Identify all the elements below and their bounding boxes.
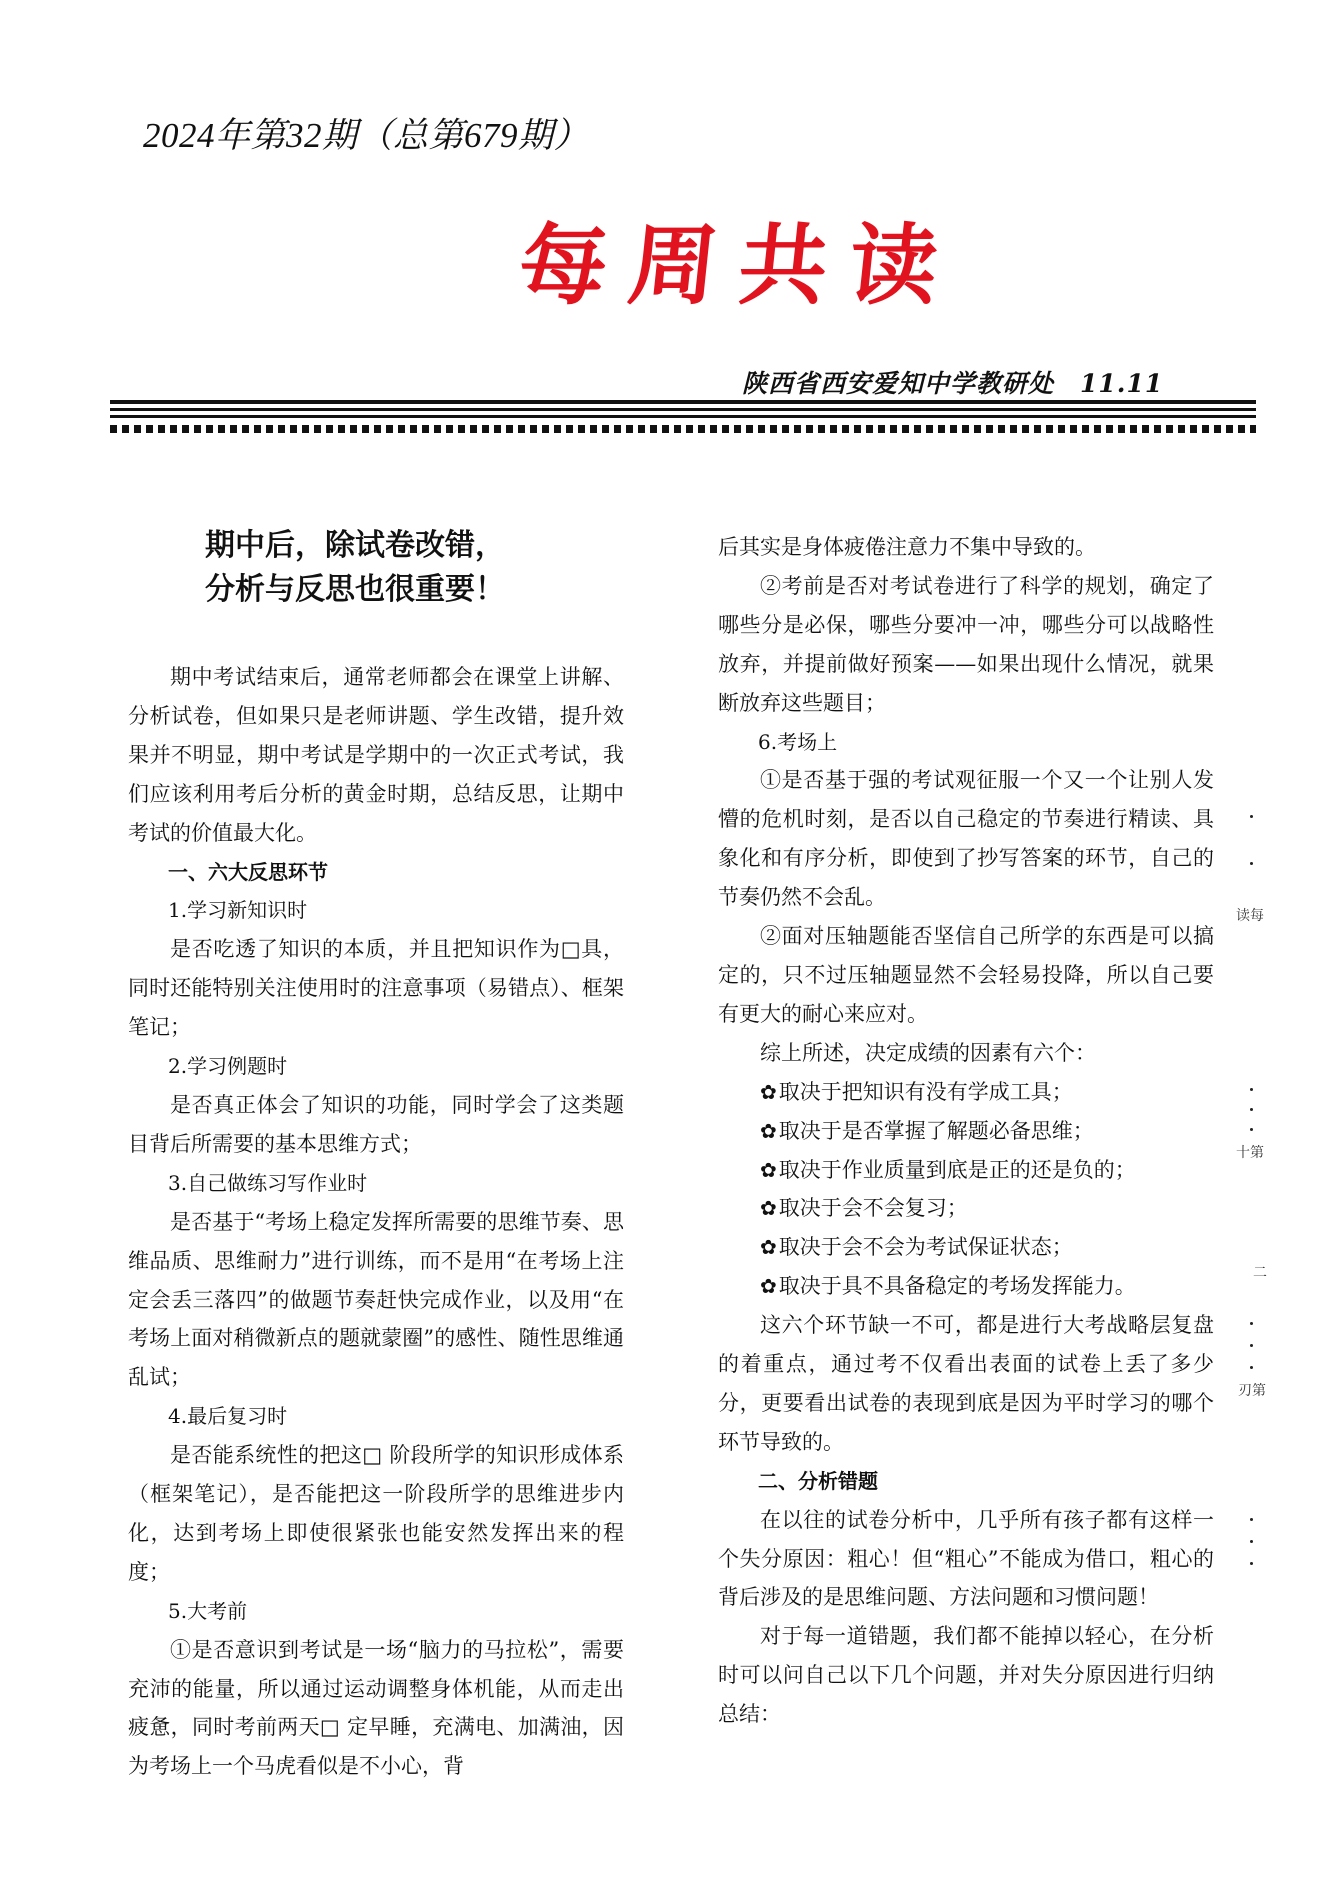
- body-paragraph: [718, 761, 1214, 917]
- paragraph-text: 2.学习例题时: [168, 1054, 288, 1079]
- header-dotted-rule: [110, 425, 1256, 433]
- paragraph-text: ①是否意识到考试是一场“脑力的马拉松”，需要充沛的能量，所以通过运动调整身体机能，从而走出疲惫，同时考前两天□ 定早睡，充满电、加满油，因为考场上一个马虎看似是不小心，背: [128, 1637, 624, 1779]
- paragraph-text: 取决于把知识有没有学成工具；: [778, 1079, 1073, 1104]
- margin-dot: [1250, 1562, 1253, 1565]
- body-paragraph: [718, 567, 1214, 723]
- flower-bullet-icon: ✿: [760, 1274, 777, 1299]
- subsection-label: [718, 723, 1214, 762]
- paragraph-text: 对于每一道错题，我们都不能掉以轻心，在分析时可以问自己以下几个问题，并对失分原因进行归纳总结：: [718, 1624, 1214, 1727]
- margin-dot: [1250, 1322, 1253, 1325]
- paragraph-text: 是否能系统性的把这□ 阶段所学的知识形成体系（框架笔记），是否能把这一阶段所学的思维进步内化，达到考场上即使很紧张也能安然发挥出来的程度；: [128, 1443, 624, 1584]
- margin-mark: 读每: [1236, 908, 1264, 924]
- publisher-name: 陕西省西安爱知中学教研处: [742, 369, 1055, 398]
- body-paragraph: [128, 930, 624, 1047]
- article-title-line: 期中后，除试卷改错，: [205, 528, 505, 563]
- paragraph-text: 4.最后复习时: [168, 1404, 288, 1429]
- paragraph-text: 二、分析错题: [758, 1468, 878, 1493]
- publisher-line: [742, 364, 1163, 400]
- paragraph-text: 1.学习新知识时: [168, 898, 308, 923]
- margin-dot: [1250, 1128, 1253, 1131]
- body-paragraph: [128, 1631, 624, 1787]
- masthead-title: 每周共读: [513, 213, 965, 317]
- paragraph-text: 综上所述，决定成绩的因素有六个：: [760, 1040, 1096, 1065]
- body-paragraph: [128, 1086, 624, 1164]
- body-paragraph: [718, 1034, 1214, 1073]
- article-title: [205, 520, 624, 612]
- paragraph-continuation: [718, 528, 1214, 567]
- bullet-item: [718, 1151, 1214, 1190]
- subsection-label: [128, 1164, 624, 1203]
- left-column: [128, 520, 624, 1786]
- paragraph-text: 3.自己做练习写作业时: [168, 1170, 368, 1195]
- subsection-label: [128, 1047, 624, 1086]
- paragraph-text: 一、六大反思环节: [168, 859, 328, 884]
- paragraph-text: 是否基于“考场上稳定发挥所需要的思维节奏、思维品质、思维耐力”进行训练，而不是用“在考场上注定会丢三落四”的做题节奏赶快完成作业，以及用“在考场上面对稍微新点的题就蒙圈”的感性、随性思维通乱试；: [128, 1209, 624, 1390]
- margin-dot: [1250, 815, 1253, 818]
- bullet-item: [718, 1112, 1214, 1151]
- paragraph-text: ①是否基于强的考试观征服一个又一个让别人发懵的危机时刻，是否以自己稳定的节奏进行精读、具象化和有序分析，即使到了抄写答案的环节，自己的节奏仍然不会乱。: [718, 768, 1214, 910]
- section-heading: [128, 853, 624, 892]
- subsection-label: [128, 891, 624, 930]
- flower-bullet-icon: ✿: [760, 1079, 777, 1104]
- body-paragraph: [718, 1617, 1214, 1734]
- margin-dot: [1250, 1540, 1253, 1543]
- body-paragraph: [718, 917, 1214, 1034]
- issue-number: 2024年第32期（总第679期）: [143, 116, 590, 155]
- bullet-item: [718, 1189, 1214, 1228]
- flower-bullet-icon: ✿: [760, 1118, 777, 1143]
- paragraph-text: 取决于会不会为考试保证状态；: [778, 1235, 1073, 1260]
- right-column: [718, 528, 1214, 1734]
- paragraph-text: 取决于会不会复习；: [778, 1196, 968, 1221]
- bullet-item: [718, 1073, 1214, 1112]
- margin-dot: [1250, 1344, 1253, 1347]
- paragraph-text: 取决于是否掌握了解题必备思维；: [778, 1118, 1094, 1143]
- paragraph-text: 在以往的试卷分析中，几乎所有孩子都有这样一个失分原因：粗心！但“粗心”不能成为借口，粗心的背后涉及的是思维问题、方法问题和习惯问题！: [718, 1507, 1214, 1610]
- paragraph-text: 是否真正体会了知识的功能，同时学会了这类题目背后所需要的基本思维方式；: [128, 1092, 624, 1156]
- header-rule: [110, 408, 1256, 411]
- margin-dot: [1250, 1366, 1253, 1369]
- subsection-label: [128, 1592, 624, 1631]
- paragraph-text: 6.考场上: [758, 729, 838, 754]
- paragraph-text: 取决于具不具备稳定的考场发挥能力。: [778, 1274, 1136, 1299]
- article-title-line: 分析与反思也很重要！: [205, 572, 505, 607]
- right-column-body: [718, 528, 1214, 1734]
- margin-mark: 十第: [1236, 1145, 1264, 1161]
- body-paragraph: [128, 658, 624, 853]
- margin-mark: 刃第: [1238, 1383, 1266, 1399]
- paragraph-text: 这六个环节缺一不可，都是进行大考战略层复盘的着重点，通过考不仅看出表面的试卷上丢了多少分，更要看出试卷的表现到底是因为平时学习的哪个环节导致的。: [718, 1313, 1214, 1454]
- paragraph-text: 取决于作业质量到底是正的还是负的；: [778, 1157, 1136, 1182]
- paragraph-text: ②面对压轴题能否坚信自己所学的东西是可以搞定的，只不过压轴题显然不会轻易投降，所以自己要有更大的耐心来应对。: [718, 924, 1214, 1026]
- header-rule: [110, 400, 1256, 404]
- issue-date: 11.11: [1080, 369, 1164, 398]
- bullet-item: [718, 1267, 1214, 1306]
- header-rule: [110, 415, 1256, 418]
- body-paragraph: [718, 1501, 1214, 1618]
- margin-dot: [1250, 1108, 1253, 1111]
- margin-dot: [1250, 1088, 1253, 1091]
- paragraph-text: ②考前是否对考试卷进行了科学的规划，确定了哪些分是必保，哪些分要冲一冲，哪些分可以战略性放弃，并提前做好预案——如果出现什么情况，就果断放弃这些题目；: [718, 573, 1214, 715]
- flower-bullet-icon: ✿: [760, 1196, 777, 1221]
- body-paragraph: [718, 1306, 1214, 1462]
- paragraph-text: 后其实是身体疲倦注意力不集中导致的。: [718, 535, 1096, 559]
- body-paragraph: [128, 1203, 624, 1398]
- section-heading: [718, 1462, 1214, 1501]
- left-column-body: [128, 658, 624, 1786]
- margin-mark: 二: [1253, 1265, 1267, 1281]
- flower-bullet-icon: ✿: [760, 1235, 777, 1260]
- paragraph-text: 期中考试结束后，通常老师都会在课堂上讲解、分析试卷，但如果只是老师讲题、学生改错，提升效果并不明显，期中考试是学期中的一次正式考试，我们应该利用考后分析的黄金时期，总结反思，让期中考试的价值最大化。: [128, 665, 624, 845]
- body-paragraph: [128, 1436, 624, 1592]
- subsection-label: [128, 1397, 624, 1436]
- flower-bullet-icon: ✿: [760, 1157, 777, 1182]
- margin-dot: [1250, 1518, 1253, 1521]
- margin-dot: [1250, 862, 1253, 865]
- paragraph-text: 是否吃透了知识的本质，并且把知识作为□具，同时还能特别关注使用时的注意事项（易错点）、框架笔记；: [128, 937, 624, 1040]
- bullet-item: [718, 1228, 1214, 1267]
- paragraph-text: 5.大考前: [168, 1598, 248, 1623]
